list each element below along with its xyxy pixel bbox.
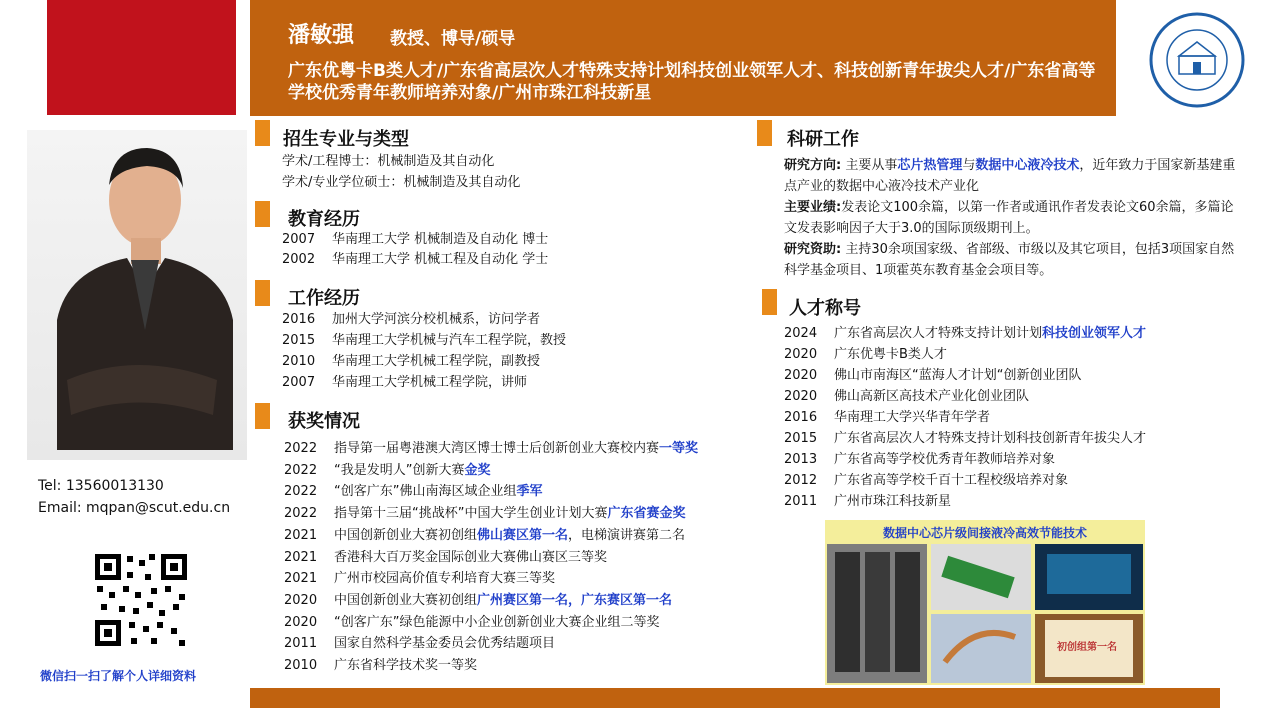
email-address: Email: mqpan@scut.edu.cn xyxy=(38,500,231,516)
talent-item: 2024 广东省高层次人才特殊支持计划计划科技创业领军人才 xyxy=(784,326,1147,341)
work-item: 2015 华南理工大学机械与汽车工程学院，教授 xyxy=(282,333,567,348)
phone-number: Tel: 13560013130 xyxy=(38,478,164,494)
tech-photo-collage xyxy=(825,542,1145,685)
research-funding: 研究资助: 主持30余项国家级、省部级、市级以及其它项目，包括3项国家自然科学基金项目、1项霍英东教育基金会项目等。 xyxy=(784,242,1235,278)
talent-item: 2015 广东省高层次人才特殊支持计划科技创新青年拔尖人才 xyxy=(784,431,1147,446)
section-accent-bar xyxy=(255,201,270,227)
footer-bar xyxy=(250,688,1220,708)
award-item: 2020 中国创新创业大赛初创组广州赛区第一名，广东赛区第一名 xyxy=(284,592,673,608)
awards-title: 获奖情况 xyxy=(288,411,360,432)
tech-image-panel xyxy=(825,520,1145,685)
talent-item: 2020 佛山市南海区“蓝海人才计划“创新创业团队 xyxy=(784,368,1082,383)
honors-summary: 广东优粤卡B类人才/广东省高层次人才特殊支持计划科技创业领军人才、科技创新青年拔尖人才/广东省高等学校优秀青年教师培养对象/广州市珠江科技新星 xyxy=(288,61,1096,103)
award-item: 2020 “创客广东”绿色能源中小企业创新创业大赛企业组二等奖 xyxy=(284,614,660,630)
admission-title: 招生专业与类型 xyxy=(283,129,409,150)
award-item: 2010 广东省科学技术奖一等奖 xyxy=(284,658,478,673)
award-item: 2022 指导第一届粤港澳大湾区博士博士后创新创业大赛校内赛一等奖 xyxy=(284,441,699,456)
admission-item: 学术/专业学位硕士：机械制造及其自动化 xyxy=(282,175,521,190)
award-item: 2021 广州市校园高价值专利培育大赛三等奖 xyxy=(284,571,556,587)
person-title: 教授、博导/硕导 xyxy=(390,29,516,49)
award-item: 2021 香港科大百万奖金国际创业大赛佛山赛区三等奖 xyxy=(284,549,608,565)
section-accent-bar xyxy=(255,403,270,429)
research-paragraph xyxy=(784,155,1244,281)
section-accent-bar xyxy=(255,280,270,306)
tech-image-caption: 数据中心芯片级间接液冷高效节能技术 xyxy=(882,526,1087,540)
person-name: 潘敏强 xyxy=(288,23,355,48)
research-results: 主要业绩:发表论文100余篇，以第一作者或通讯作者发表论文60余篇，多篇论文发表影响因子大于3.0的国际顶级期刊上。 xyxy=(784,200,1234,236)
section-accent-bar xyxy=(762,289,777,315)
header-banner xyxy=(250,0,1116,116)
research-direction: 研究方向: 主要从事芯片热管理与数据中心液冷技术，近年致力于国家新基建重点产业的数据中心液冷技术产业化 xyxy=(784,158,1236,194)
work-title: 工作经历 xyxy=(288,288,360,309)
work-item: 2016 加州大学河滨分校机械系，访问学者 xyxy=(282,312,541,327)
award-item: 2022 “创客广东”佛山南海区域企业组季军 xyxy=(284,484,543,500)
education-item: 2007 华南理工大学 机械制造及自动化 博士 xyxy=(282,232,549,247)
education-item: 2002 华南理工大学 机械工程及自动化 学士 xyxy=(282,252,549,267)
award-item: 2022 指导第十三届“挑战杯”中国大学生创业计划大赛广东省赛金奖 xyxy=(284,506,686,522)
education-title: 教育经历 xyxy=(288,209,360,230)
talent-item: 2020 佛山高新区高技术产业化创业团队 xyxy=(784,389,1030,404)
university-logo-icon xyxy=(1143,12,1251,108)
qr-code-icon xyxy=(93,552,189,648)
work-item: 2010 华南理工大学机械工程学院，副教授 xyxy=(282,354,541,369)
admission-item: 学术/工程博士：机械制造及其自动化 xyxy=(282,154,495,169)
talent-item: 2011 广州市珠江科技新星 xyxy=(784,494,952,509)
plaque-text: 初创组第一名 xyxy=(1057,642,1117,653)
award-item: 2022 “我是发明人”创新大赛金奖 xyxy=(284,462,491,478)
award-item: 2021 中国创新创业大赛初创组佛山赛区第一名，电梯演讲赛第二名 xyxy=(284,527,686,543)
section-accent-bar xyxy=(757,120,772,146)
talent-title: 人才称号 xyxy=(789,298,861,319)
research-title: 科研工作 xyxy=(787,129,859,150)
qr-caption: 微信扫一扫了解个人详细资料 xyxy=(40,669,197,683)
talent-item: 2020 广东优粤卡B类人才 xyxy=(784,347,947,362)
talent-item: 2016 华南理工大学兴华青年学者 xyxy=(784,410,991,425)
talent-item: 2013 广东省高等学校优秀青年教师培养对象 xyxy=(784,452,1056,467)
award-item: 2011 国家自然科学基金委员会优秀结题项目 xyxy=(284,636,556,652)
portrait-photo xyxy=(27,130,247,460)
red-color-block xyxy=(47,0,236,115)
talent-item: 2012 广东省高等学校千百十工程校级培养对象 xyxy=(784,473,1069,488)
work-item: 2007 华南理工大学机械工程学院，讲师 xyxy=(282,375,528,390)
section-accent-bar xyxy=(255,120,270,146)
